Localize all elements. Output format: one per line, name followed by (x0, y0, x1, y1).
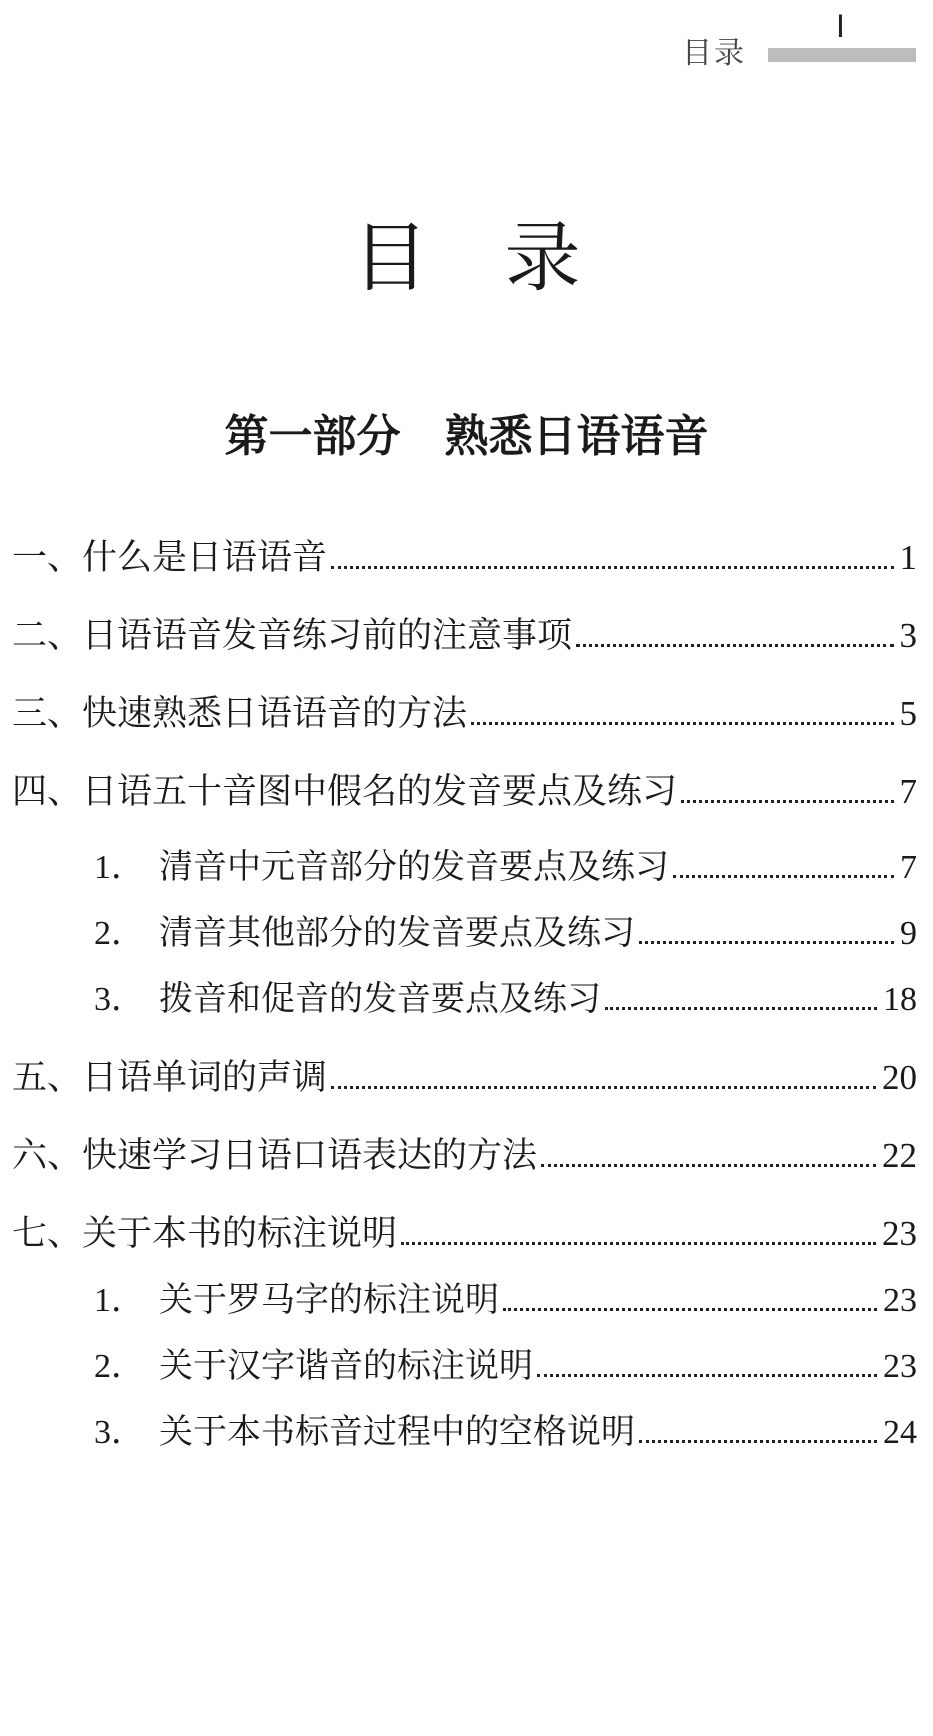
toc-leader-dots (576, 644, 893, 647)
toc-subentry-number: 1． (94, 1282, 145, 1319)
toc-entry[interactable] (12, 1056, 917, 1100)
toc-leader-dots (537, 1374, 877, 1377)
toc-entry[interactable] (12, 1212, 917, 1256)
toc-entry-title: 七、关于本书的标注说明 (12, 1214, 398, 1254)
toc-leader-dots (503, 1308, 877, 1311)
toc-entry[interactable] (12, 770, 917, 814)
toc-subentry-number: 3． (94, 981, 145, 1018)
toc-subentry-title: 清音其他部分的发音要点及练习 (159, 913, 635, 953)
header-page-number: I (836, 8, 845, 44)
toc-leader-dots (541, 1164, 876, 1167)
toc-entry-page: 23 (882, 1214, 917, 1253)
header-bar (768, 48, 916, 62)
toc-subentry[interactable] (94, 1344, 917, 1389)
toc-entry-page: 22 (882, 1136, 917, 1175)
toc-subentry-title: 清音中元音部分的发音要点及练习 (159, 847, 669, 887)
toc-leader-dots (639, 1440, 877, 1443)
toc-entry-page: 20 (882, 1058, 917, 1097)
toc-entry[interactable] (12, 614, 917, 658)
toc-subentry-number: 2． (94, 1348, 145, 1385)
toc-entry-title: 四、日语五十音图中假名的发音要点及练习 (12, 772, 678, 812)
toc-entry-title: 二、日语语音发音练习前的注意事项 (12, 616, 573, 656)
toc-subentry[interactable] (94, 977, 917, 1022)
toc-entry-page: 1 (899, 538, 917, 577)
toc-entry-page: 5 (899, 694, 917, 733)
toc-subentry-page: 7 (900, 849, 917, 886)
toc-entry-page: 3 (899, 616, 917, 655)
toc-leader-dots (331, 1086, 876, 1089)
page-title: 目 录 (352, 213, 581, 302)
toc-subentry-title: 关于汉字谐音的标注说明 (159, 1346, 533, 1386)
toc-leader-dots (331, 566, 893, 569)
toc-leader-dots (471, 722, 893, 725)
toc-entry[interactable] (12, 1134, 917, 1178)
toc-subentry-page: 9 (900, 915, 917, 952)
toc-subentry-page: 18 (883, 981, 917, 1018)
toc-leader-dots (401, 1242, 876, 1245)
toc-subentry-title: 关于本书标音过程中的空格说明 (159, 1412, 635, 1452)
toc-entry-title: 六、快速学习日语口语表达的方法 (12, 1136, 538, 1176)
toc-subentry[interactable] (94, 1410, 917, 1455)
toc-subentry-number: 1． (94, 849, 145, 886)
toc-leader-dots (681, 800, 893, 803)
toc-leader-dots (673, 875, 894, 878)
toc-subentry-number: 3． (94, 1414, 145, 1451)
toc-subentry-page: 24 (883, 1414, 917, 1451)
toc-subentry-title: 拨音和促音的发音要点及练习 (159, 979, 601, 1019)
toc-entry-page: 7 (899, 772, 917, 811)
toc-subentry[interactable] (94, 1278, 917, 1323)
toc-subentry[interactable] (94, 845, 917, 890)
toc-entry-title: 三、快速熟悉日语语音的方法 (12, 694, 468, 734)
toc-subentry[interactable] (94, 911, 917, 956)
toc-entry[interactable] (12, 692, 917, 736)
toc-subentry-number: 2． (94, 915, 145, 952)
part-title: 第一部分 熟悉日语语音 (224, 411, 709, 462)
toc-subentry-title: 关于罗马字的标注说明 (159, 1280, 499, 1320)
toc-entry-title: 五、日语单词的声调 (12, 1058, 328, 1098)
toc-subentry-page: 23 (883, 1348, 917, 1385)
toc-subentry-page: 23 (883, 1282, 917, 1319)
toc-leader-dots (605, 1007, 877, 1010)
toc-entry[interactable] (12, 536, 917, 580)
toc-entry-title: 一、什么是日语语音 (12, 538, 328, 578)
toc-leader-dots (639, 941, 894, 944)
header-label: 目录 (682, 36, 746, 71)
